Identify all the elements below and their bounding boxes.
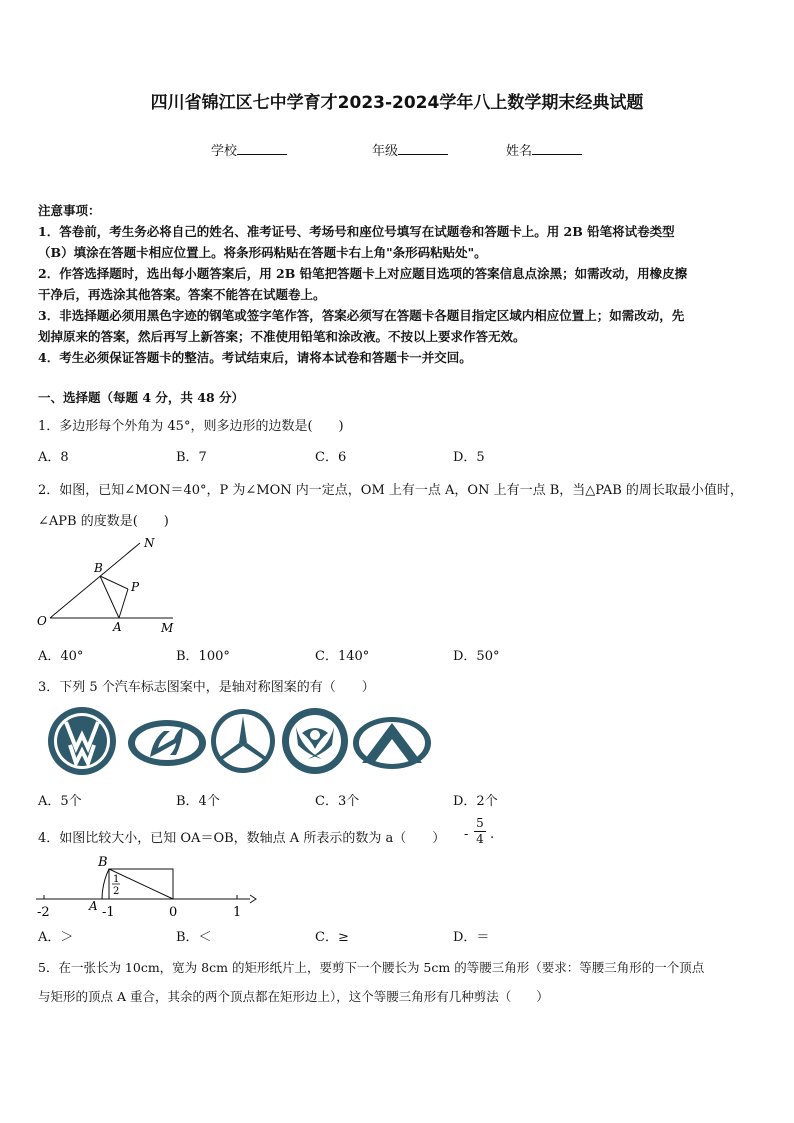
school-field: [211, 140, 287, 159]
label-half-denominator: 2: [113, 886, 120, 897]
arc: [102, 869, 109, 899]
label-half-numerator: 1: [113, 874, 120, 885]
q1-option-b[interactable]: B．7: [176, 450, 207, 465]
q4-period: .: [490, 827, 495, 842]
notice-line: 4．考生必须保证答题卡的整洁。考试结束后，请将本试卷和答题卡一并交回。: [38, 350, 472, 365]
notice-line: 3．非选择题必须用黑色字迹的钢笔或签字笔作答，答案必须写在答题卡各题目指定区域内相应位置上；如需改动，先: [38, 308, 685, 323]
notice-line: 2．作答选择题时，选出每小题答案后，用 2B 铅笔把答题卡上对应题目选项的答案信息点涂黑；如需改动，用橡皮擦: [38, 266, 688, 281]
q4-fraction-numerator: 5: [476, 816, 484, 830]
q4-number-line-figure: [32, 852, 262, 920]
q2-option-a[interactable]: A．40°: [38, 649, 84, 664]
tick-label: 1: [233, 905, 242, 920]
dongfeng-logo: [282, 708, 348, 774]
notice-line: （B）填涂在答题卡相应位置上。将条形码粘贴在答题卡右上角"条形码粘贴处"。: [38, 245, 487, 260]
axis-arrow: [250, 895, 256, 903]
q3-stem: 3．下列 5 个汽车标志图案中，是轴对称图案的有（ ）: [38, 680, 375, 695]
q2-option-b[interactable]: B．100°: [176, 649, 230, 664]
segment-ab: [100, 576, 119, 618]
volkswagen-logo: [48, 707, 116, 775]
notice-line: 划掉原来的答案，然后再写上新答案；不准使用铅笔和涂改液。不按以上要求作答无效。: [38, 329, 526, 344]
q2-option-d[interactable]: D．50°: [453, 649, 500, 664]
q4-fraction-denominator: 4: [474, 831, 486, 846]
segment-pa: [119, 589, 128, 618]
q2-option-c[interactable]: C．140°: [315, 649, 370, 664]
label-a: A: [89, 899, 98, 913]
notice-heading: 注意事项：: [38, 203, 101, 218]
q4-stem: 4．如图比较大小，已知 OA＝OB，数轴点 A 所表示的数为 a（ ）: [38, 831, 446, 846]
tick-label: -2: [37, 905, 50, 920]
label-b: B: [94, 561, 103, 575]
hyundai-logo: [128, 720, 206, 766]
q4-option-a[interactable]: A．＞: [38, 930, 74, 945]
q1-option-c[interactable]: C．6: [315, 450, 347, 465]
school-blank[interactable]: [237, 142, 287, 155]
label-n: N: [144, 536, 155, 550]
ray-on: [50, 543, 140, 618]
infiniti-logo: [353, 717, 431, 769]
label-m: M: [161, 621, 174, 635]
grade-blank[interactable]: [398, 142, 448, 155]
mercedes-logo: [211, 709, 275, 773]
q3-option-c[interactable]: C．3个: [315, 794, 360, 809]
q3-option-a[interactable]: A．5个: [38, 794, 82, 809]
q4-option-d[interactable]: D．＝: [453, 930, 490, 945]
q2-stem-line1: 2．如图，已知∠MON＝40°，P 为∠MON 内一定点，OM 上有一点 A，ON 上有一点 B，当△PAB 的周长取最小值时，: [38, 483, 743, 498]
q4-option-c[interactable]: C．≥: [315, 930, 349, 945]
grade-label: 年级: [372, 144, 399, 159]
label-p: P: [131, 580, 140, 594]
q1-stem: 1．多边形每个外角为 45°，则多边形的边数是( ): [38, 419, 344, 434]
label-b: B: [98, 855, 108, 870]
q1-option-a[interactable]: A．8: [38, 450, 69, 465]
notice-line: 干净后，再选涂其他答案。答案不能答在试题卷上。: [38, 287, 326, 302]
name-blank[interactable]: [532, 142, 582, 155]
section-heading: 一、选择题（每题 4 分，共 48 分）: [38, 390, 245, 405]
q3-option-b[interactable]: B．4个: [176, 794, 220, 809]
tick-label: -1: [102, 905, 115, 920]
label-a: A: [113, 620, 122, 634]
q2-stem-line2: ∠APB 的度数是( ): [38, 514, 169, 529]
q4-minus-sign: -: [464, 827, 469, 842]
segment-bp: [100, 576, 128, 589]
q4-fraction: [474, 816, 486, 846]
grade-field: [372, 140, 448, 159]
q3-logo-row: [40, 705, 435, 777]
school-label: 学校: [211, 144, 238, 159]
label-o: O: [37, 614, 47, 628]
q1-option-d[interactable]: D．5: [453, 450, 485, 465]
q4-option-b[interactable]: B．＜: [176, 930, 212, 945]
q3-option-d[interactable]: D．2个: [453, 794, 498, 809]
name-label: 姓名: [506, 144, 533, 159]
q2-angle-figure: [30, 535, 190, 640]
q5-stem-line2: 与矩形的顶点 A 重合，其余的两个顶点都在矩形边上），这个等腰三角形有几种剪法（ ）: [38, 989, 549, 1004]
name-field: [506, 140, 582, 159]
tick-label: 0: [169, 905, 178, 920]
q5-stem-line1: 5．在一张长为 10cm，宽为 8cm 的矩形纸片上，要剪下一个腰长为 5cm 的等腰三角形（要求：等腰三角形的一个顶点: [38, 960, 705, 975]
notice-line: 1．答卷前，考生务必将自己的姓名、准考证号、考场号和座位号填写在试题卷和答题卡上。用 2B 铅笔将试卷类型: [38, 224, 675, 239]
page-title: 四川省锦江区七中学育才2023-2024学年八上数学期末经典试题: [150, 93, 644, 113]
